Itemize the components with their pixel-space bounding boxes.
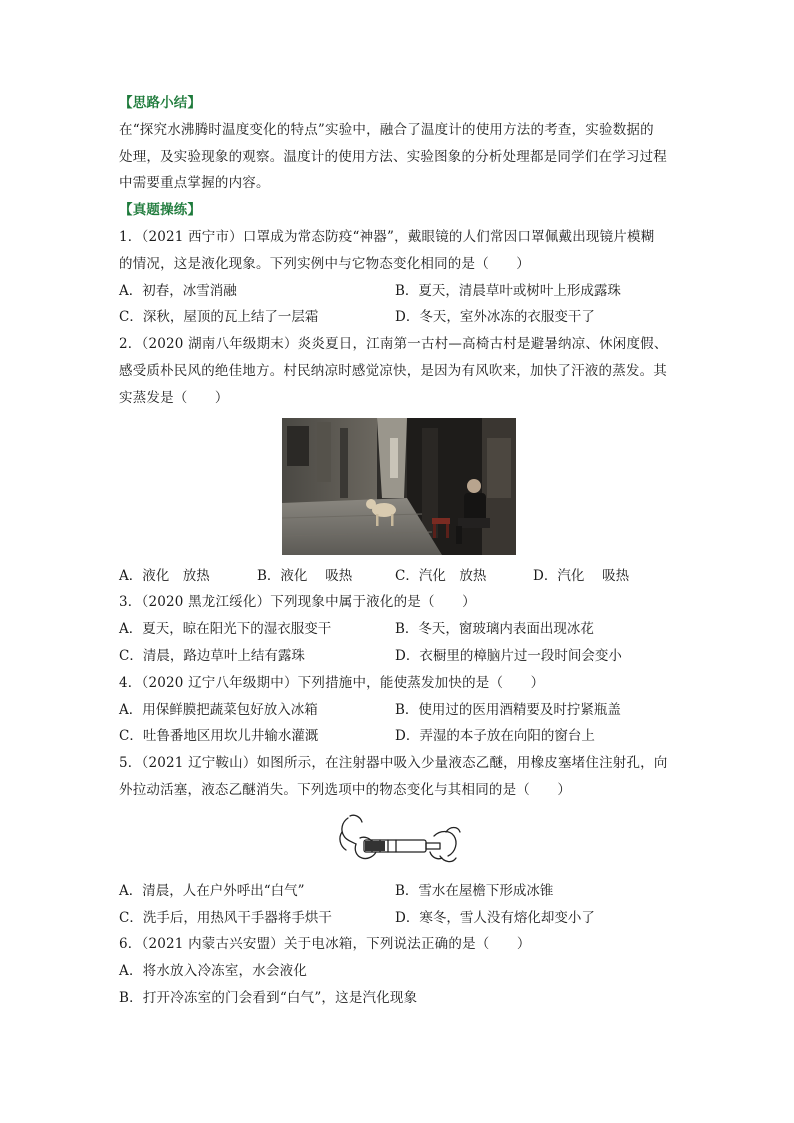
option-a[interactable]: A．夏天，晾在阳光下的湿衣服变干 [119,621,332,638]
question-stem: 4．（2020 辽宁八年级期中）下列措施中，能使蒸发加快的是（ ） [119,674,545,691]
option-row [119,723,679,750]
question-1 [119,224,679,331]
option-a[interactable]: A．初春，冰雪消融 [119,282,237,299]
syringe-figure-container [119,808,679,872]
option-row [119,878,679,905]
option-row [119,563,679,590]
option-c[interactable]: C．清晨，路边草叶上结有露珠 [119,647,305,664]
option-b[interactable]: B．液化 吸热 [257,567,353,584]
question-3 [119,589,679,669]
question-stem: 5．（2021 辽宁鞍山）如图所示，在注射器中吸入少量液态乙醚，用橡皮塞堵住注射孔，向 [119,755,668,772]
option-d[interactable]: D．汽化 吸热 [533,567,630,584]
option-b[interactable]: B．打开冷冻室的门会看到“白气”，这是汽化现象 [119,989,418,1006]
practice-title: 【真题操练】 [119,202,202,219]
option-a[interactable]: A．用保鲜膜把蔬菜包好放入冰箱 [119,701,318,718]
option-d[interactable]: D．衣橱里的樟脑片过一段时间会变小 [395,647,622,664]
option-b[interactable]: B．使用过的医用酒精要及时拧紧瓶盖 [395,701,621,718]
option-c[interactable]: C．汽化 放热 [395,567,487,584]
question-stem: 感受质朴民风的绝佳地方。村民纳凉时感觉凉快，是因为有风吹来，加快了汗液的蒸发。其 [119,362,667,379]
option-b[interactable]: B．冬天，窗玻璃内表面出现冰花 [395,621,594,638]
option-c[interactable]: C．吐鲁番地区用坎儿井输水灌溉 [119,728,319,745]
option-d[interactable]: D．弄湿的本子放在向阳的窗台上 [395,728,595,745]
question-stem: 3．（2020 黑龙江绥化）下列现象中属于液化的是（ ） [119,594,476,611]
summary-line: 处理，及实验现象的观察。温度计的使用方法、实验图象的分析处理都是同学们在学习过程 [119,148,667,165]
photo-container [119,418,679,555]
option-row [119,697,679,724]
question-stem: 6．（2021 内蒙古兴安盟）关于电冰箱，下列说法正确的是（ ） [119,936,531,953]
question-2 [119,331,679,589]
option-a[interactable]: A．清晨，人在户外呼出“白气” [119,882,305,899]
question-stem: 1．（2021 西宁市）口罩成为常态防疫“神器”，戴眼镜的人们常因口罩佩戴出现镜片模糊 [119,228,655,245]
option-c[interactable]: C．洗手后，用热风干手器将手烘干 [119,909,332,926]
option-d[interactable]: D．寒冬，雪人没有熔化却变小了 [395,909,595,926]
option-c[interactable]: C．深秋，屋顶的瓦上结了一层霜 [119,309,319,326]
option-b[interactable]: B．夏天，清晨草叶或树叶上形成露珠 [395,282,621,299]
option-b[interactable]: B．雪水在屋檐下形成冰锥 [395,882,554,899]
question-stem: 实蒸发是（ ） [119,389,229,406]
option-row [119,905,679,932]
option-row [119,643,679,670]
syringe-illustration [334,808,464,872]
question-6 [119,931,679,1011]
summary-line: 中需要重点掌握的内容。 [119,175,270,192]
option-a[interactable]: A．液化 放热 [119,567,210,584]
option-row [119,616,679,643]
option-a[interactable]: A．将水放入冷冻室，水会液化 [119,963,308,980]
question-stem: 2．（2020 湖南八年级期末）炎炎夏日，江南第一古村—高椅古村是避暑纳凉、休闲度假、 [119,336,668,353]
option-row [119,304,679,331]
summary-title: 【思路小结】 [119,95,202,111]
question-stem: 外拉动活塞，液态乙醚消失。下列选项中的物态变化与其相同的是（ ） [119,781,572,798]
village-photo [282,418,516,555]
option-d[interactable]: D．冬天，室外冰冻的衣服变干了 [395,309,595,326]
summary-line: 在“探究水沸腾时温度变化的特点”实验中，融合了温度计的使用方法的考查，实验数据的 [119,121,654,138]
worksheet-page [119,90,679,1012]
question-5 [119,750,679,931]
question-4 [119,670,679,750]
option-row [119,278,679,305]
question-stem: 的情况，这是液化现象。下列实例中与它物态变化相同的是（ ） [119,255,530,272]
